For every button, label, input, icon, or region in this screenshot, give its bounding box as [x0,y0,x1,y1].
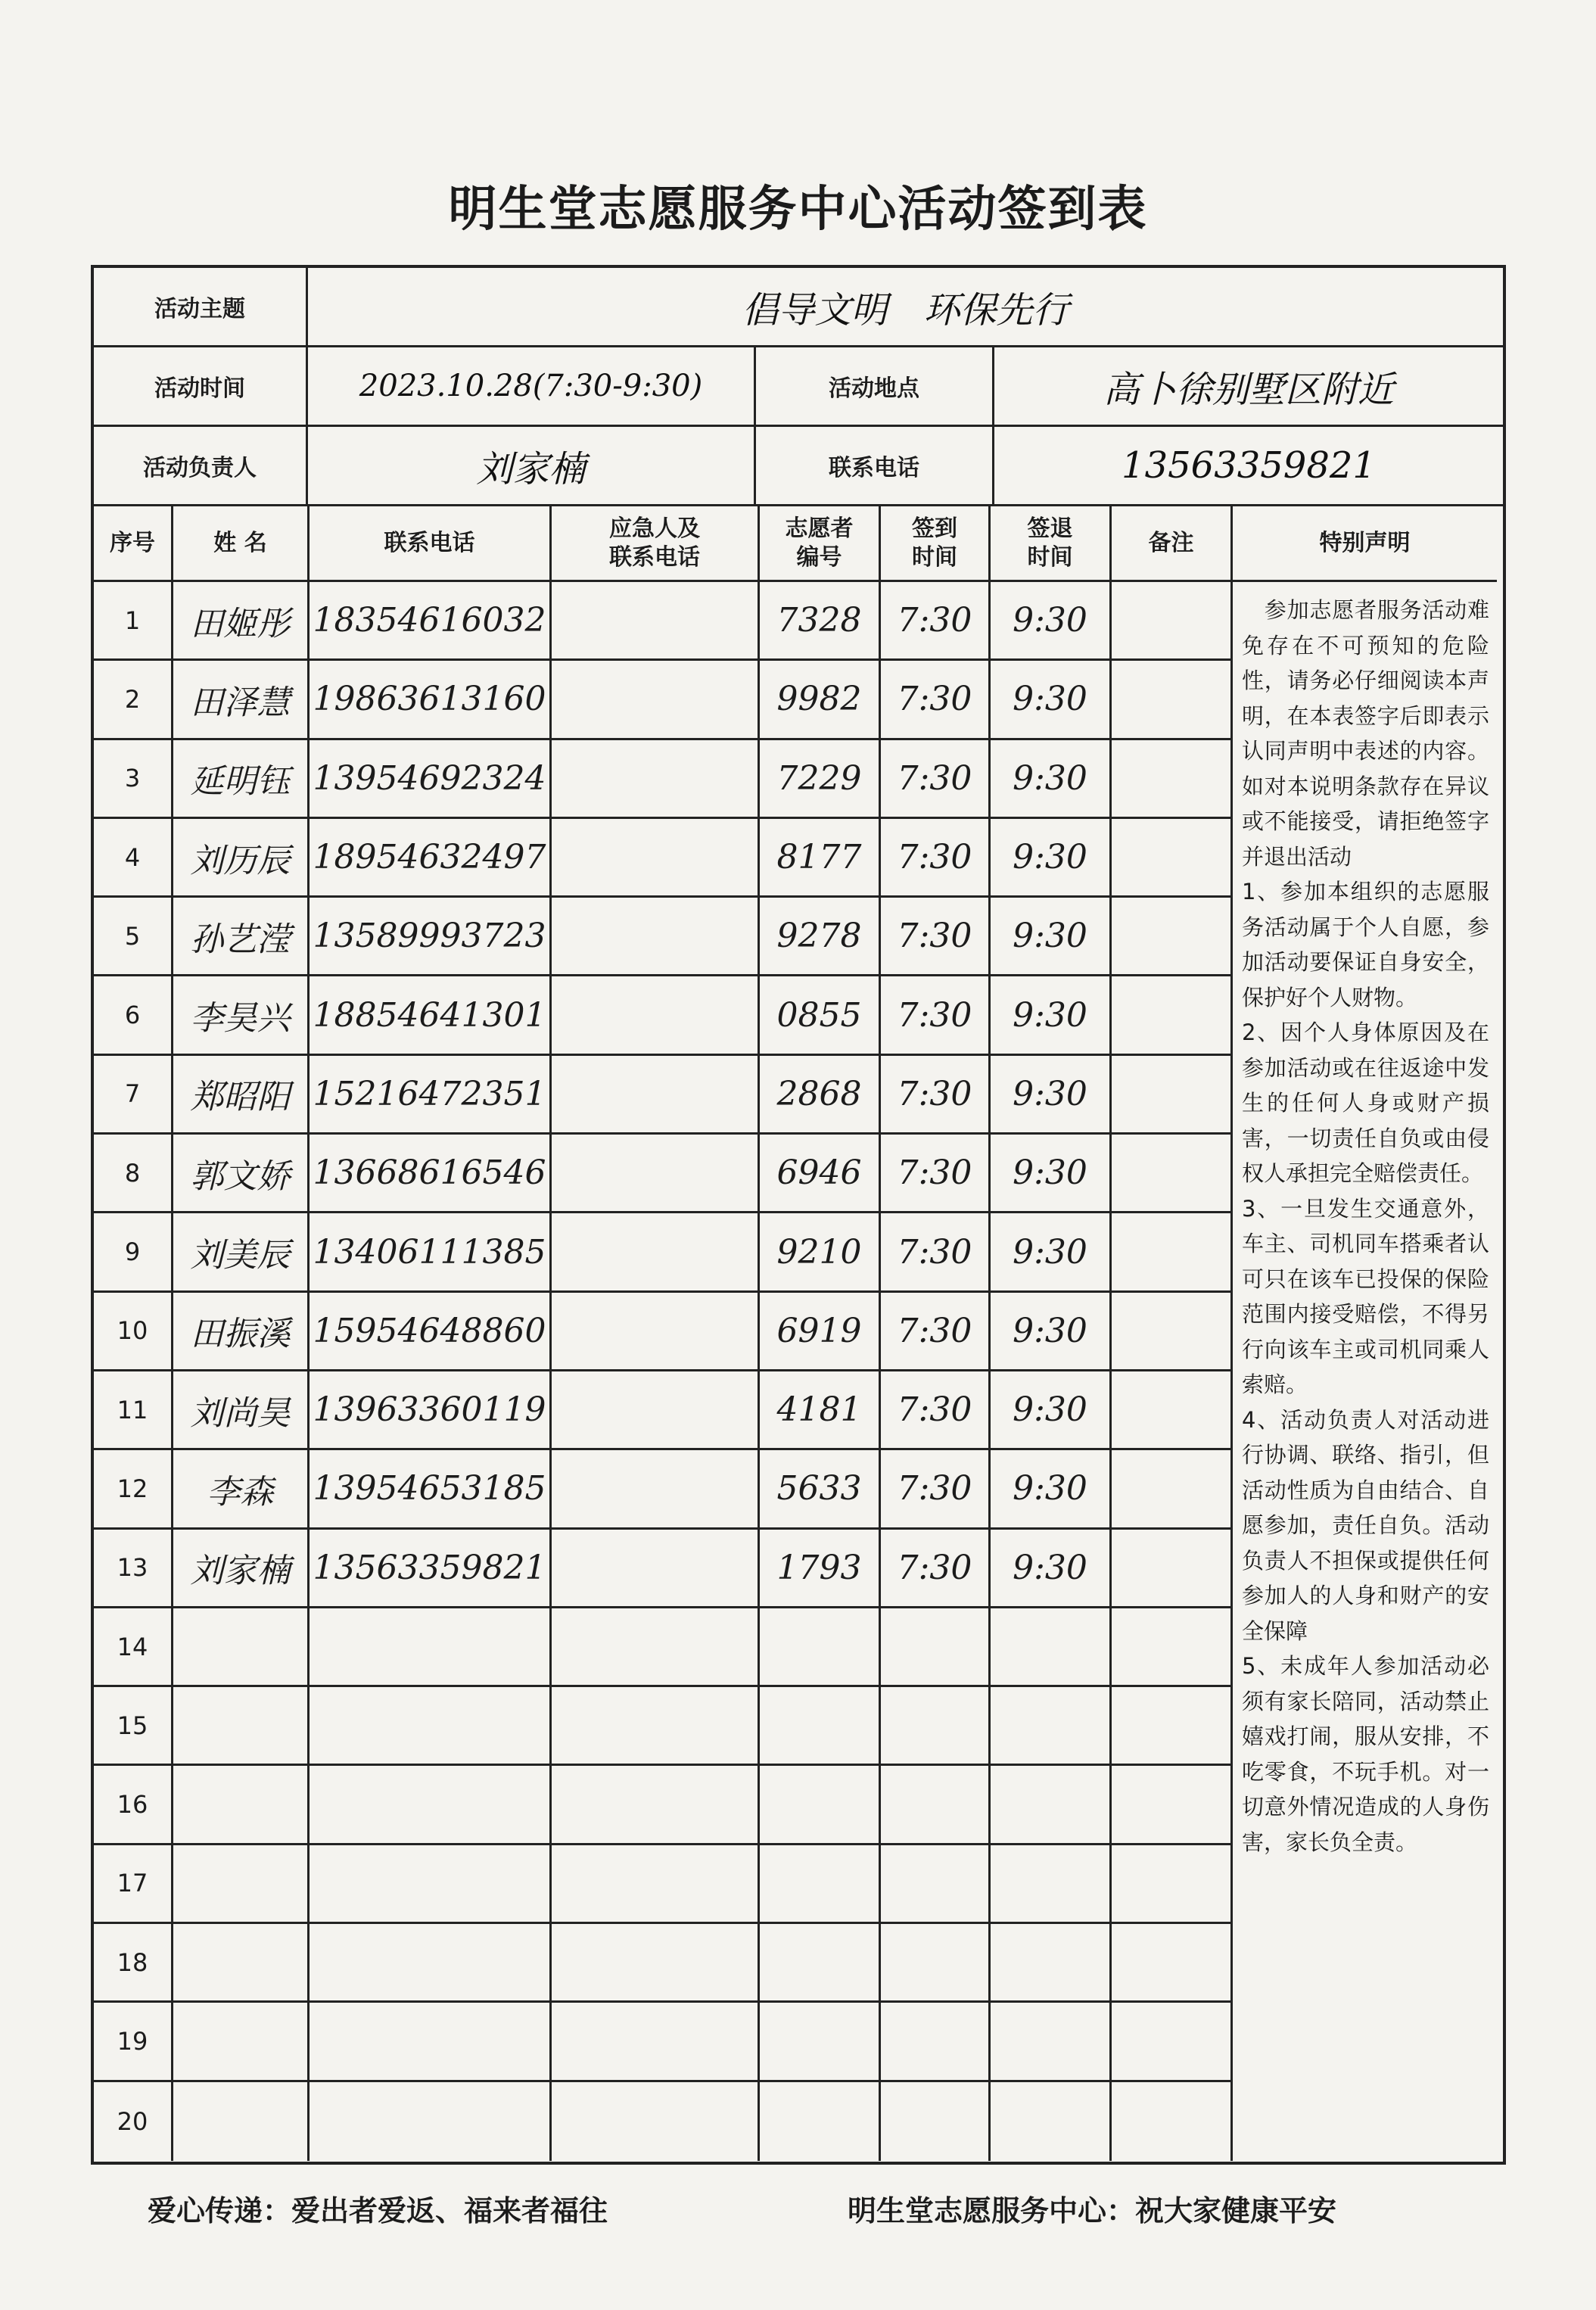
row-sign-out: 9:30 [991,1371,1112,1450]
row-volunteer-no [760,1608,881,1687]
row-volunteer-no: 9210 [760,1213,881,1292]
row-name [173,2082,310,2161]
row-name [173,1608,310,1687]
row-emergency [552,740,760,819]
row-sign-out [991,1924,1112,2003]
row-seq: 11 [94,1371,173,1450]
row-sign-in: 7:30 [881,898,991,976]
row-remark [1112,2082,1233,2161]
row-seq: 2 [94,661,173,739]
row-name [173,2003,310,2081]
attendance-table [94,506,1503,2161]
row-volunteer-no: 9278 [760,898,881,976]
row-sign-out: 9:30 [991,661,1112,739]
row-volunteer-no: 0855 [760,976,881,1055]
row-name: 郑昭阳 [173,1056,310,1135]
row-remark [1112,582,1233,661]
row-remark [1112,1687,1233,1766]
row-emergency [552,819,760,898]
row-seq: 10 [94,1293,173,1371]
row-volunteer-no: 5633 [760,1450,881,1529]
row-name: 李森 [173,1450,310,1529]
row-sign-in: 7:30 [881,582,991,661]
row-name: 田姬彤 [173,582,310,661]
theme-value: 倡导文明 环保先行 [308,268,1503,347]
row-sign-out [991,2003,1112,2081]
row-phone: 13406111385 [310,1213,552,1292]
row-sign-in [881,2082,991,2161]
row-phone: 18854641301 [310,976,552,1055]
row-emergency [552,1924,760,2003]
row-name: 延明钰 [173,740,310,819]
row-remark [1112,740,1233,819]
row-remark [1112,1608,1233,1687]
row-volunteer-no: 7229 [760,740,881,819]
row-name: 孙艺滢 [173,898,310,976]
form-title: 明生堂志愿服务中心活动签到表 [448,182,1148,238]
row-emergency [552,2082,760,2161]
row-remark [1112,1135,1233,1213]
row-phone [310,1845,552,1924]
place-label: 活动地点 [756,347,994,427]
row-emergency [552,661,760,739]
leader-label: 活动负责人 [94,427,308,506]
row-sign-in: 7:30 [881,976,991,1055]
row-seq: 13 [94,1530,173,1608]
row-phone [310,2082,552,2161]
activity-header [94,268,1503,506]
row-emergency [552,1056,760,1135]
row-sign-out: 9:30 [991,819,1112,898]
row-volunteer-no: 9982 [760,661,881,739]
row-emergency [552,1213,760,1292]
row-remark [1112,1293,1233,1371]
row-remark [1112,976,1233,1055]
phone-label: 联系电话 [756,427,994,506]
row-phone [310,1687,552,1766]
row-seq: 3 [94,740,173,819]
row-seq: 12 [94,1450,173,1529]
row-emergency [552,976,760,1055]
row-sign-out: 9:30 [991,1056,1112,1135]
row-emergency [552,898,760,976]
row-emergency [552,1608,760,1687]
row-sign-in [881,1766,991,1845]
row-seq: 5 [94,898,173,976]
row-volunteer-no: 6946 [760,1135,881,1213]
row-seq: 9 [94,1213,173,1292]
row-seq: 14 [94,1608,173,1687]
phone-value: 13563359821 [994,427,1503,506]
sign-in-sheet [91,265,1506,2165]
row-name: 田振溪 [173,1293,310,1371]
row-volunteer-no: 2868 [760,1056,881,1135]
row-emergency [552,2003,760,2081]
leader-value: 刘家楠 [308,427,756,506]
row-sign-in: 7:30 [881,1450,991,1529]
row-sign-out [991,1766,1112,1845]
row-sign-in [881,2003,991,2081]
row-seq: 19 [94,2003,173,2081]
row-sign-out: 9:30 [991,740,1112,819]
row-volunteer-no: 1793 [760,1530,881,1608]
row-sign-out: 9:30 [991,1530,1112,1608]
row-sign-in [881,1924,991,2003]
row-sign-out: 9:30 [991,1293,1112,1371]
row-emergency [552,1766,760,1845]
row-name [173,1766,310,1845]
footer-slogan: 爱心传递：爱出者爱返、福来者福往 [148,2194,608,2228]
row-name [173,1924,310,2003]
col-volunteer-no: 志愿者 编号 [760,506,881,582]
row-sign-out: 9:30 [991,1450,1112,1529]
row-remark [1112,898,1233,976]
row-phone: 19863613160 [310,661,552,739]
row-name [173,1845,310,1924]
row-emergency [552,1530,760,1608]
row-remark [1112,1924,1233,2003]
row-phone [310,1608,552,1687]
row-volunteer-no: 8177 [760,819,881,898]
row-sign-out: 9:30 [991,976,1112,1055]
col-emergency: 应急人及 联系电话 [552,506,760,582]
theme-label: 活动主题 [94,268,308,347]
col-sign-in: 签到 时间 [881,506,991,582]
row-phone: 18954632497 [310,819,552,898]
row-phone: 13954653185 [310,1450,552,1529]
row-volunteer-no [760,1687,881,1766]
row-phone [310,1924,552,2003]
row-emergency [552,582,760,661]
row-phone: 15954648860 [310,1293,552,1371]
col-phone: 联系电话 [310,506,552,582]
row-volunteer-no [760,1924,881,2003]
row-sign-in: 7:30 [881,1056,991,1135]
row-phone: 15216472351 [310,1056,552,1135]
row-volunteer-no: 6919 [760,1293,881,1371]
row-seq: 7 [94,1056,173,1135]
row-volunteer-no [760,2082,881,2161]
row-seq: 15 [94,1687,173,1766]
row-emergency [552,1293,760,1371]
row-seq: 4 [94,819,173,898]
row-sign-out [991,1687,1112,1766]
row-name: 刘历辰 [173,819,310,898]
row-volunteer-no [760,1845,881,1924]
row-phone [310,1766,552,1845]
row-emergency [552,1687,760,1766]
row-phone: 13563359821 [310,1530,552,1608]
row-name: 郭文娇 [173,1135,310,1213]
col-remark: 备注 [1112,506,1233,582]
row-sign-in [881,1608,991,1687]
row-remark [1112,1056,1233,1135]
row-name: 刘美辰 [173,1213,310,1292]
row-sign-out: 9:30 [991,1213,1112,1292]
row-phone: 18354616032 [310,582,552,661]
row-remark [1112,819,1233,898]
row-volunteer-no [760,2003,881,2081]
footer-wish: 明生堂志愿服务中心：祝大家健康平安 [848,2194,1337,2228]
row-name [173,1687,310,1766]
row-sign-in [881,1845,991,1924]
row-sign-out [991,2082,1112,2161]
row-seq: 18 [94,1924,173,2003]
row-emergency [552,1845,760,1924]
row-sign-in: 7:30 [881,1293,991,1371]
row-phone: 13954692324 [310,740,552,819]
row-volunteer-no: 4181 [760,1371,881,1450]
row-remark [1112,1530,1233,1608]
row-seq: 8 [94,1135,173,1213]
row-phone [310,2003,552,2081]
row-remark [1112,1845,1233,1924]
row-name: 田泽慧 [173,661,310,739]
row-name: 刘尚昊 [173,1371,310,1450]
row-sign-in: 7:30 [881,1530,991,1608]
row-sign-out [991,1845,1112,1924]
row-emergency [552,1450,760,1529]
row-remark [1112,1766,1233,1845]
col-sign-out: 签退 时间 [991,506,1112,582]
row-phone: 13668616546 [310,1135,552,1213]
row-sign-in [881,1687,991,1766]
col-special: 特别声明 [1233,506,1497,582]
col-name: 姓 名 [173,506,310,582]
row-phone: 13589993723 [310,898,552,976]
row-seq: 17 [94,1845,173,1924]
row-seq: 1 [94,582,173,661]
row-sign-in: 7:30 [881,1135,991,1213]
row-seq: 20 [94,2082,173,2161]
row-remark [1112,2003,1233,2081]
row-sign-in: 7:30 [881,1213,991,1292]
time-value: 2023.10.28(7:30-9:30) [308,347,756,427]
row-sign-in: 7:30 [881,740,991,819]
row-sign-out: 9:30 [991,582,1112,661]
row-sign-out: 9:30 [991,898,1112,976]
row-sign-in: 7:30 [881,1371,991,1450]
row-volunteer-no: 7328 [760,582,881,661]
row-sign-out [991,1608,1112,1687]
row-emergency [552,1371,760,1450]
row-phone: 13963360119 [310,1371,552,1450]
row-volunteer-no [760,1766,881,1845]
row-remark [1112,1371,1233,1450]
row-remark [1112,1213,1233,1292]
row-seq: 16 [94,1766,173,1845]
row-sign-out: 9:30 [991,1135,1112,1213]
row-emergency [552,1135,760,1213]
time-label: 活动时间 [94,347,308,427]
row-name: 李昊兴 [173,976,310,1055]
row-remark [1112,661,1233,739]
col-seq: 序号 [94,506,173,582]
special-notice: 参加志愿者服务活动难免存在不可预知的危险性，请务必仔细阅读本声明，在本表签字后即表示认同声明中表述的内容。如对本说明条款存在异议或不能接受，请拒绝签字并退出活动 1、参加本组织的志愿服务活动属于个人自愿，参加活动要保证自身安全，保护好个人财物。 2、因个人身体原因及在参加活动或在往返途中发生的任何人身或财产损害，一切责任自负或由侵权人承担完全赔偿责任。 3、一旦发生交通意外，车主、司机同车搭乘者认可只在该车已投保的保险范围内接受赔偿，不得另行向该车主或司机同乘人索赔。 4、活动负责人对活动进行协调、联络、指引，但活动性质为自由结合、自愿参加，责任自负。活动负责人不担保或提供任何参加人的人身和财产的安全保障 5、未成年人参加活动必须有家长陪同，活动禁止嬉戏打闹，服从安排，不吃零食，不玩手机。对一切意外情况造成的人身伤害，家长负全责。 [1242,597,1489,1855]
row-sign-in: 7:30 [881,661,991,739]
row-name: 刘家楠 [173,1530,310,1608]
row-seq: 6 [94,976,173,1055]
place-value: 高卜徐别墅区附近 [994,347,1503,427]
row-remark [1112,1450,1233,1529]
row-sign-in: 7:30 [881,819,991,898]
